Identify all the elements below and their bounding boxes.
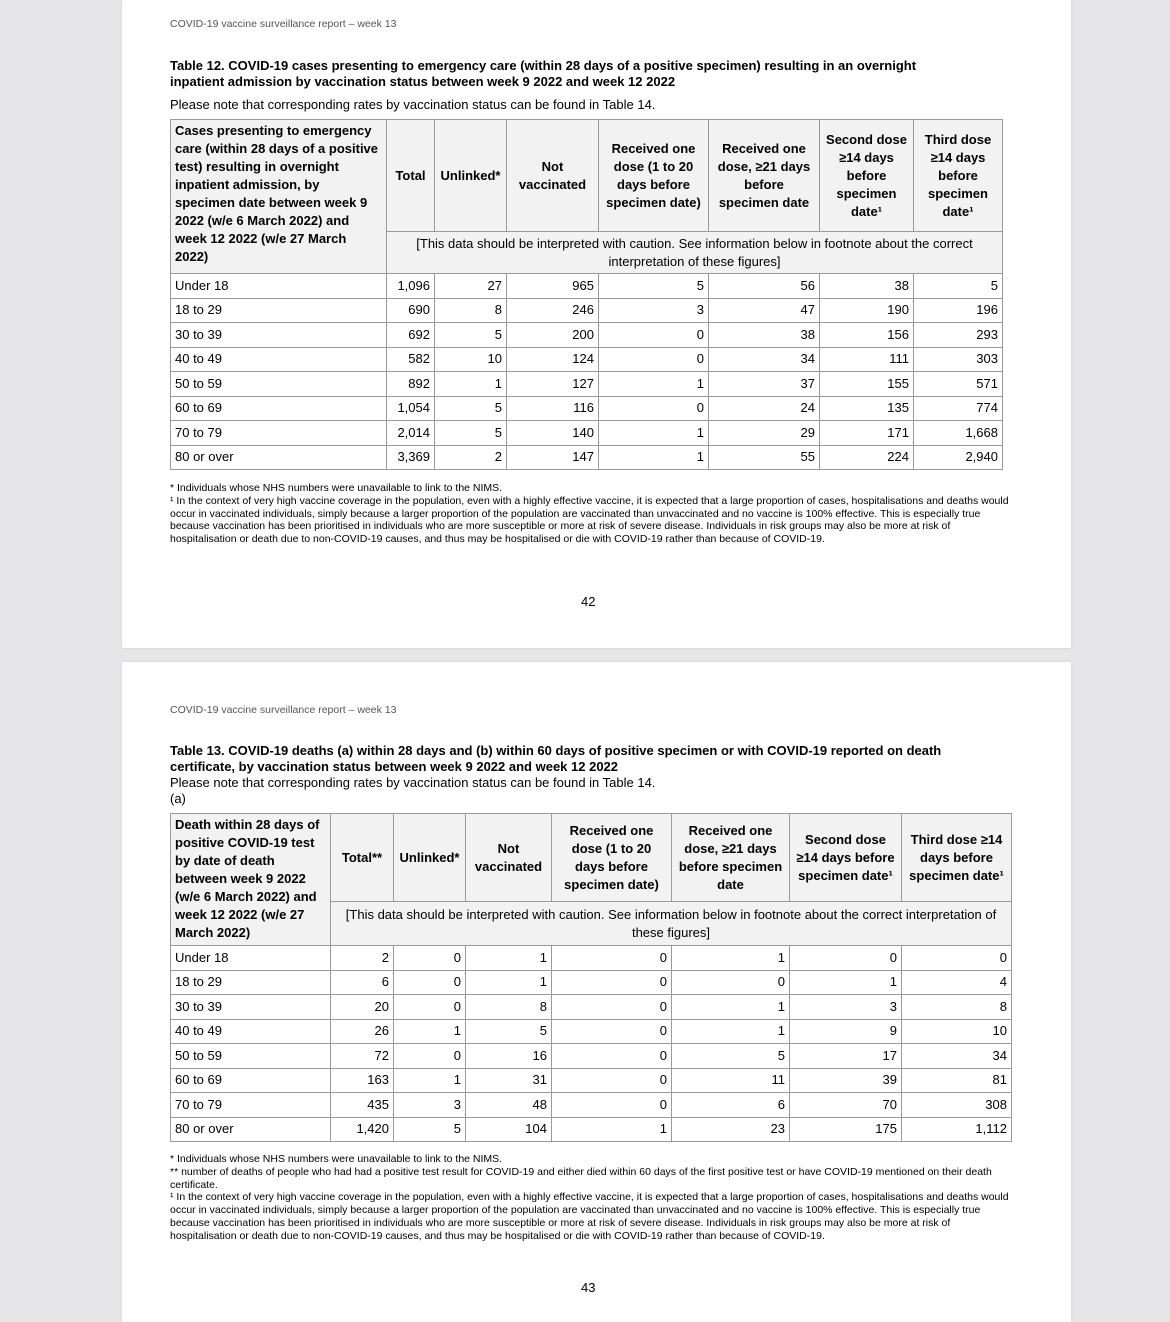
value-cell: 31 — [466, 1068, 552, 1093]
document-page-42 — [122, 0, 1071, 648]
table-13a — [170, 813, 1012, 1142]
column-header-one-dose-21-plus: Received one dose, ≥21 days before specimen date — [672, 814, 790, 902]
value-cell: 2,940 — [914, 445, 1003, 470]
table-row — [171, 995, 1012, 1020]
value-cell: 0 — [552, 970, 672, 995]
value-cell: 5 — [672, 1044, 790, 1069]
value-cell: 0 — [552, 1044, 672, 1069]
value-cell: 116 — [507, 396, 599, 421]
value-cell: 1 — [466, 946, 552, 971]
table-13-footnotes — [170, 1153, 1010, 1243]
column-header-one-dose-21-plus: Received one dose, ≥21 days before specimen date — [709, 120, 820, 232]
column-header-not-vaccinated: Not vaccinated — [507, 120, 599, 232]
value-cell: 5 — [599, 274, 709, 299]
table-row — [171, 298, 1003, 323]
table-row — [171, 1044, 1012, 1069]
value-cell: 1 — [672, 946, 790, 971]
value-cell: 39 — [790, 1068, 902, 1093]
value-cell: 5 — [466, 1019, 552, 1044]
age-group-cell: 70 to 79 — [171, 1093, 331, 1118]
age-group-cell: 60 to 69 — [171, 1068, 331, 1093]
column-header-second-dose: Second dose ≥14 days before specimen date¹ — [820, 120, 914, 232]
table-13-note: Please note that corresponding rates by vaccination status can be found in Table 14. — [170, 775, 656, 790]
value-cell: 24 — [709, 396, 820, 421]
value-cell: 200 — [507, 323, 599, 348]
value-cell: 308 — [902, 1093, 1012, 1118]
value-cell: 81 — [902, 1068, 1012, 1093]
value-cell: 1 — [466, 970, 552, 995]
table-row — [171, 396, 1003, 421]
table-13-corner-header: Death within 28 days of positive COVID-19 test by date of death between week 9 2022 (w/e 6 March 2022) and week 12 2022 (w/e 27 March 2022) — [171, 814, 331, 946]
value-cell: 6 — [331, 970, 394, 995]
value-cell: 0 — [552, 1093, 672, 1118]
value-cell: 1 — [599, 372, 709, 397]
value-cell: 0 — [394, 970, 466, 995]
value-cell: 0 — [599, 347, 709, 372]
age-group-cell: 30 to 39 — [171, 323, 387, 348]
value-cell: 1,096 — [387, 274, 435, 299]
value-cell: 224 — [820, 445, 914, 470]
value-cell: 2 — [331, 946, 394, 971]
value-cell: 3,369 — [387, 445, 435, 470]
value-cell: 27 — [435, 274, 507, 299]
column-header-second-dose: Second dose ≥14 days before specimen date¹ — [790, 814, 902, 902]
table-row — [171, 1117, 1012, 1142]
table-12-note: Please note that corresponding rates by vaccination status can be found in Table 14. — [170, 97, 656, 112]
value-cell: 1 — [790, 970, 902, 995]
value-cell: 20 — [331, 995, 394, 1020]
value-cell: 38 — [820, 274, 914, 299]
table-12-footnotes — [170, 482, 1010, 546]
value-cell: 965 — [507, 274, 599, 299]
page-number: 42 — [581, 594, 596, 609]
caution-note: [This data should be interpreted with caution. See information below in footnote about the correct interpretation of these figures] — [331, 902, 1012, 946]
value-cell: 0 — [599, 323, 709, 348]
age-group-cell: 50 to 59 — [171, 372, 387, 397]
value-cell: 1,054 — [387, 396, 435, 421]
value-cell: 5 — [435, 323, 507, 348]
table-12 — [170, 119, 1003, 470]
table-row — [171, 1093, 1012, 1118]
value-cell: 892 — [387, 372, 435, 397]
value-cell: 4 — [902, 970, 1012, 995]
value-cell: 293 — [914, 323, 1003, 348]
table-row — [171, 946, 1012, 971]
column-header-not-vaccinated: Not vaccinated — [466, 814, 552, 902]
value-cell: 1 — [672, 995, 790, 1020]
value-cell: 47 — [709, 298, 820, 323]
value-cell: 163 — [331, 1068, 394, 1093]
value-cell: 3 — [599, 298, 709, 323]
value-cell: 29 — [709, 421, 820, 446]
age-group-cell: 18 to 29 — [171, 298, 387, 323]
value-cell: 124 — [507, 347, 599, 372]
age-group-cell: 80 or over — [171, 1117, 331, 1142]
value-cell: 0 — [902, 946, 1012, 971]
value-cell: 1 — [435, 372, 507, 397]
age-group-cell: 40 to 49 — [171, 347, 387, 372]
column-header-total: Total** — [331, 814, 394, 902]
value-cell: 1 — [672, 1019, 790, 1044]
value-cell: 3 — [394, 1093, 466, 1118]
value-cell: 17 — [790, 1044, 902, 1069]
table-row — [171, 1019, 1012, 1044]
value-cell: 196 — [914, 298, 1003, 323]
value-cell: 692 — [387, 323, 435, 348]
value-cell: 1 — [552, 1117, 672, 1142]
value-cell: 1 — [599, 421, 709, 446]
age-group-cell: 50 to 59 — [171, 1044, 331, 1069]
table-13-subpart-label: (a) — [170, 791, 186, 806]
value-cell: 0 — [599, 396, 709, 421]
value-cell: 246 — [507, 298, 599, 323]
table-13-body — [171, 946, 1012, 1142]
value-cell: 11 — [672, 1068, 790, 1093]
value-cell: 774 — [914, 396, 1003, 421]
column-header-third-dose: Third dose ≥14 days before specimen date¹ — [902, 814, 1012, 902]
value-cell: 190 — [820, 298, 914, 323]
value-cell: 1,668 — [914, 421, 1003, 446]
value-cell: 1 — [599, 445, 709, 470]
value-cell: 48 — [466, 1093, 552, 1118]
value-cell: 38 — [709, 323, 820, 348]
table-row — [171, 1068, 1012, 1093]
value-cell: 70 — [790, 1093, 902, 1118]
value-cell: 9 — [790, 1019, 902, 1044]
value-cell: 10 — [435, 347, 507, 372]
column-header-one-dose-1-20: Received one dose (1 to 20 days before specimen date) — [552, 814, 672, 902]
column-header-total: Total — [387, 120, 435, 232]
column-header-one-dose-1-20: Received one dose (1 to 20 days before specimen date) — [599, 120, 709, 232]
value-cell: 171 — [820, 421, 914, 446]
value-cell: 571 — [914, 372, 1003, 397]
page-number: 43 — [581, 1280, 596, 1295]
column-header-unlinked: Unlinked* — [435, 120, 507, 232]
value-cell: 582 — [387, 347, 435, 372]
running-header: COVID-19 vaccine surveillance report – week 13 — [170, 704, 397, 716]
value-cell: 2 — [435, 445, 507, 470]
table-12-body — [171, 274, 1003, 470]
table-row — [171, 347, 1003, 372]
age-group-cell: 70 to 79 — [171, 421, 387, 446]
value-cell: 1,112 — [902, 1117, 1012, 1142]
value-cell: 0 — [790, 946, 902, 971]
value-cell: 435 — [331, 1093, 394, 1118]
age-group-cell: 18 to 29 — [171, 970, 331, 995]
footnote-unlinked: * Individuals whose NHS numbers were unavailable to link to the NIMS. — [170, 482, 503, 494]
value-cell: 2,014 — [387, 421, 435, 446]
value-cell: 303 — [914, 347, 1003, 372]
footnote-interpretation: ¹ In the context of very high vaccine coverage in the population, even with a highly effective vaccine, it is expected that a large proportion of cases, hospitalisations and deaths would occur in vaccinated individuals, simply because a larger proportion of the population are vaccinated than unvaccinated and no vaccine is 100% effective. This is especially true because vaccination has been prioritised in individuals who are more susceptible or more at risk of severe disease. Individuals in risk groups may also be more at risk of hospitalisation or death due to non-COVID-19 causes, and thus may be hospitalised or die with COVID-19 rather than because of COVID-19. — [170, 494, 1009, 546]
table-row — [171, 323, 1003, 348]
value-cell: 0 — [394, 1044, 466, 1069]
value-cell: 0 — [552, 946, 672, 971]
value-cell: 0 — [552, 995, 672, 1020]
value-cell: 3 — [790, 995, 902, 1020]
value-cell: 0 — [552, 1019, 672, 1044]
table-row — [171, 274, 1003, 299]
value-cell: 37 — [709, 372, 820, 397]
age-group-cell: 60 to 69 — [171, 396, 387, 421]
value-cell: 1,420 — [331, 1117, 394, 1142]
table-row — [171, 970, 1012, 995]
table-row — [171, 445, 1003, 470]
value-cell: 0 — [394, 995, 466, 1020]
table-12-corner-header: Cases presenting to emergency care (within 28 days of a positive test) resulting in overnight inpatient admission, by specimen date between week 9 2022 (w/e 6 March 2022) and week 12 2022 (w/e 27 March 2022) — [171, 120, 387, 274]
value-cell: 5 — [435, 396, 507, 421]
value-cell: 26 — [331, 1019, 394, 1044]
value-cell: 8 — [435, 298, 507, 323]
value-cell: 34 — [902, 1044, 1012, 1069]
value-cell: 72 — [331, 1044, 394, 1069]
value-cell: 5 — [394, 1117, 466, 1142]
value-cell: 140 — [507, 421, 599, 446]
value-cell: 690 — [387, 298, 435, 323]
value-cell: 6 — [672, 1093, 790, 1118]
value-cell: 0 — [394, 946, 466, 971]
value-cell: 111 — [820, 347, 914, 372]
value-cell: 23 — [672, 1117, 790, 1142]
value-cell: 34 — [709, 347, 820, 372]
value-cell: 55 — [709, 445, 820, 470]
value-cell: 5 — [914, 274, 1003, 299]
table-13-title: Table 13. COVID-19 deaths (a) within 28 days and (b) within 60 days of positive specimen or with COVID-19 reported on death certificate, by vaccination status between week 9 2022 and week 12 2022 — [170, 743, 942, 774]
value-cell: 8 — [466, 995, 552, 1020]
column-header-third-dose: Third dose ≥14 days before specimen date¹ — [914, 120, 1003, 232]
age-group-cell: Under 18 — [171, 946, 331, 971]
value-cell: 1 — [394, 1068, 466, 1093]
value-cell: 135 — [820, 396, 914, 421]
value-cell: 147 — [507, 445, 599, 470]
age-group-cell: 30 to 39 — [171, 995, 331, 1020]
value-cell: 1 — [394, 1019, 466, 1044]
value-cell: 8 — [902, 995, 1012, 1020]
age-group-cell: 80 or over — [171, 445, 387, 470]
column-header-unlinked: Unlinked* — [394, 814, 466, 902]
footnote-total-definition: ** number of deaths of people who had had a positive test result for COVID-19 and either died within 60 days of the first positive test or have COVID-19 mentioned on their death certificate. — [170, 1165, 992, 1191]
value-cell: 10 — [902, 1019, 1012, 1044]
value-cell: 5 — [435, 421, 507, 446]
caution-note: [This data should be interpreted with caution. See information below in footnote about the correct interpretation of these figures] — [387, 232, 1003, 274]
footnote-unlinked: * Individuals whose NHS numbers were unavailable to link to the NIMS. — [170, 1153, 503, 1165]
value-cell: 175 — [790, 1117, 902, 1142]
value-cell: 127 — [507, 372, 599, 397]
value-cell: 0 — [552, 1068, 672, 1093]
footnote-interpretation: ¹ In the context of very high vaccine coverage in the population, even with a highly effective vaccine, it is expected that a large proportion of cases, hospitalisations and deaths would occur in vaccinated individuals, simply because a larger proportion of the population are vaccinated than unvaccinated and no vaccine is 100% effective. This is especially true because vaccination has been prioritised in individuals who are more susceptible or more at risk of severe disease. Individuals in risk groups may also be more at risk of hospitalisation or death due to non-COVID-19 causes, and thus may be hospitalised or die with COVID-19 rather than because of COVID-19. — [170, 1191, 1009, 1242]
table-row — [171, 421, 1003, 446]
value-cell: 16 — [466, 1044, 552, 1069]
document-page-43 — [122, 662, 1071, 1322]
running-header: COVID-19 vaccine surveillance report – week 13 — [170, 18, 397, 30]
value-cell: 56 — [709, 274, 820, 299]
age-group-cell: Under 18 — [171, 274, 387, 299]
value-cell: 155 — [820, 372, 914, 397]
table-row — [171, 372, 1003, 397]
value-cell: 104 — [466, 1117, 552, 1142]
value-cell: 0 — [672, 970, 790, 995]
age-group-cell: 40 to 49 — [171, 1019, 331, 1044]
value-cell: 156 — [820, 323, 914, 348]
table-12-title: Table 12. COVID-19 cases presenting to emergency care (within 28 days of a positive specimen) resulting in an overnight inpatient admission by vaccination status between week 9 2022 and week 12 2022 — [170, 58, 917, 89]
